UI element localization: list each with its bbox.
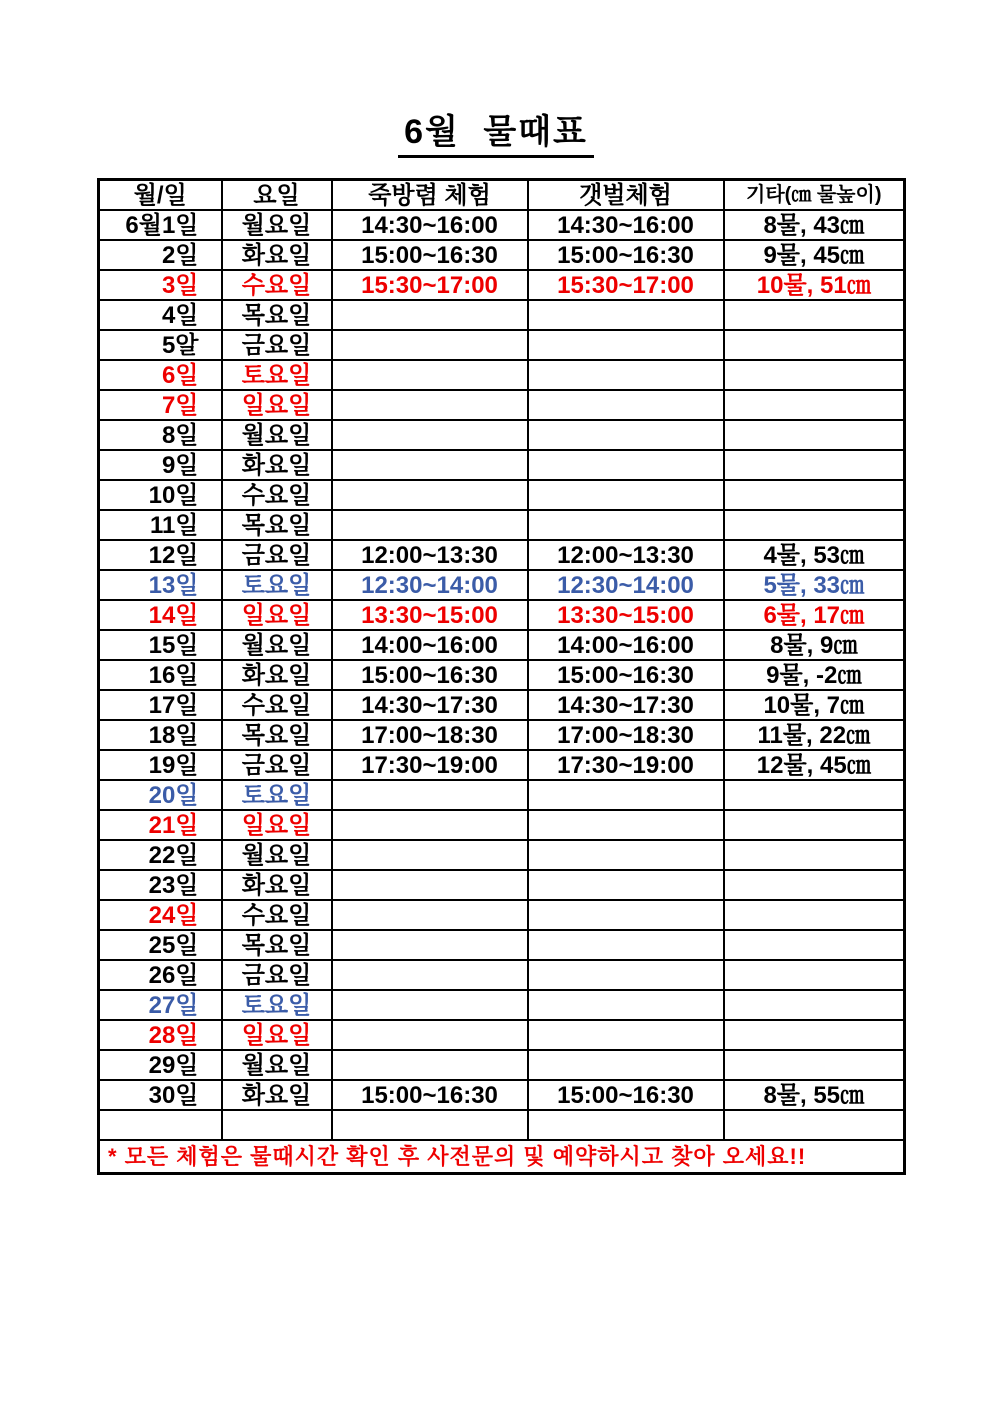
cell-extra <box>724 990 905 1020</box>
cell-exp2 <box>528 930 724 960</box>
cell-exp1 <box>332 300 528 330</box>
table-row <box>99 780 905 810</box>
cell-weekday: 수요일 <box>222 900 332 930</box>
cell-extra <box>724 840 905 870</box>
cell-extra <box>724 1110 905 1140</box>
cell-extra: 8물, 9㎝ <box>724 630 905 660</box>
table-row <box>99 870 905 900</box>
table-body <box>99 210 905 1174</box>
cell-day: 10일 <box>99 480 222 510</box>
cell-exp1 <box>332 420 528 450</box>
table-row <box>99 930 905 960</box>
cell-day: 11일 <box>99 510 222 540</box>
table-row <box>99 630 905 660</box>
cell-exp1 <box>332 900 528 930</box>
cell-extra: 8물, 55㎝ <box>724 1080 905 1110</box>
cell-weekday: 월요일 <box>222 210 332 240</box>
cell-exp1: 15:00~16:30 <box>332 660 528 690</box>
table-row <box>99 450 905 480</box>
table-row <box>99 750 905 780</box>
cell-weekday: 금요일 <box>222 540 332 570</box>
cell-exp2: 14:30~17:30 <box>528 690 724 720</box>
page-title: 6월 물때표 <box>398 114 594 158</box>
cell-day: 27일 <box>99 990 222 1020</box>
cell-exp2 <box>528 450 724 480</box>
cell-exp2 <box>528 840 724 870</box>
cell-weekday: 월요일 <box>222 840 332 870</box>
cell-extra: 10물, 7㎝ <box>724 690 905 720</box>
cell-exp1 <box>332 360 528 390</box>
cell-weekday: 목요일 <box>222 510 332 540</box>
cell-exp2 <box>528 1110 724 1140</box>
cell-day: 23일 <box>99 870 222 900</box>
cell-extra <box>724 480 905 510</box>
cell-day: 6월1일 <box>99 210 222 240</box>
cell-day: 19일 <box>99 750 222 780</box>
cell-day: 18일 <box>99 720 222 750</box>
cell-extra <box>724 510 905 540</box>
cell-day: 25일 <box>99 930 222 960</box>
cell-exp1 <box>332 780 528 810</box>
cell-weekday: 화요일 <box>222 240 332 270</box>
cell-extra: 12물, 45㎝ <box>724 750 905 780</box>
cell-exp2: 13:30~15:00 <box>528 600 724 630</box>
cell-exp2 <box>528 390 724 420</box>
cell-extra: 11물, 22㎝ <box>724 720 905 750</box>
cell-exp2: 15:30~17:00 <box>528 270 724 300</box>
column-header-jukbangryeom-experience: 죽방렴 체험 <box>332 180 528 211</box>
cell-extra: 6물, 17㎝ <box>724 600 905 630</box>
table-row <box>99 270 905 300</box>
cell-exp1 <box>332 390 528 420</box>
cell-weekday: 수요일 <box>222 270 332 300</box>
table-row <box>99 330 905 360</box>
cell-exp1 <box>332 960 528 990</box>
cell-weekday: 금요일 <box>222 330 332 360</box>
cell-weekday: 일요일 <box>222 810 332 840</box>
table-row <box>99 720 905 750</box>
cell-exp1 <box>332 870 528 900</box>
cell-exp1: 12:30~14:00 <box>332 570 528 600</box>
cell-exp1 <box>332 450 528 480</box>
cell-exp1 <box>332 1110 528 1140</box>
table-row <box>99 960 905 990</box>
cell-exp1: 17:00~18:30 <box>332 720 528 750</box>
cell-exp1 <box>332 480 528 510</box>
cell-exp2: 14:30~16:00 <box>528 210 724 240</box>
cell-weekday: 월요일 <box>222 1050 332 1080</box>
table-row <box>99 1020 905 1050</box>
cell-exp2: 12:30~14:00 <box>528 570 724 600</box>
cell-exp1: 15:00~16:30 <box>332 240 528 270</box>
cell-weekday: 월요일 <box>222 420 332 450</box>
cell-weekday: 일요일 <box>222 1020 332 1050</box>
cell-exp1 <box>332 810 528 840</box>
cell-weekday: 토요일 <box>222 780 332 810</box>
cell-day: 21일 <box>99 810 222 840</box>
cell-day: 4일 <box>99 300 222 330</box>
cell-extra: 8물, 43㎝ <box>724 210 905 240</box>
cell-extra: 9물, 45㎝ <box>724 240 905 270</box>
cell-day: 8일 <box>99 420 222 450</box>
cell-exp1 <box>332 990 528 1020</box>
table-row <box>99 1050 905 1080</box>
cell-exp2 <box>528 330 724 360</box>
footnote-row <box>99 1140 905 1174</box>
cell-extra <box>724 810 905 840</box>
cell-weekday: 월요일 <box>222 630 332 660</box>
cell-extra <box>724 420 905 450</box>
tide-table <box>97 178 906 1175</box>
cell-exp2 <box>528 360 724 390</box>
header-row <box>99 180 905 211</box>
cell-day: 14일 <box>99 600 222 630</box>
table-row <box>99 540 905 570</box>
cell-exp1: 14:30~17:30 <box>332 690 528 720</box>
table-row <box>99 360 905 390</box>
cell-exp2: 15:00~16:30 <box>528 660 724 690</box>
cell-exp2 <box>528 870 724 900</box>
cell-exp2: 17:30~19:00 <box>528 750 724 780</box>
cell-day: 3일 <box>99 270 222 300</box>
cell-weekday: 수요일 <box>222 690 332 720</box>
cell-day: 6일 <box>99 360 222 390</box>
cell-weekday: 화요일 <box>222 870 332 900</box>
table-row <box>99 810 905 840</box>
cell-extra <box>724 300 905 330</box>
cell-exp2: 14:00~16:00 <box>528 630 724 660</box>
cell-exp1: 15:30~17:00 <box>332 270 528 300</box>
table-row <box>99 300 905 330</box>
cell-exp2 <box>528 810 724 840</box>
cell-extra <box>724 780 905 810</box>
table-row <box>99 1080 905 1110</box>
column-header-month-day: 월/일 <box>99 180 222 211</box>
cell-exp2 <box>528 780 724 810</box>
cell-weekday: 토요일 <box>222 990 332 1020</box>
cell-extra: 5물, 33㎝ <box>724 570 905 600</box>
cell-weekday: 토요일 <box>222 360 332 390</box>
cell-weekday: 금요일 <box>222 960 332 990</box>
cell-day: 5알 <box>99 330 222 360</box>
cell-exp1: 14:00~16:00 <box>332 630 528 660</box>
table-row <box>99 390 905 420</box>
cell-exp1: 17:30~19:00 <box>332 750 528 780</box>
column-header-mudflat-experience: 갯벌체험 <box>528 180 724 211</box>
cell-exp2: 15:00~16:30 <box>528 1080 724 1110</box>
cell-weekday: 목요일 <box>222 720 332 750</box>
cell-extra: 10물, 51㎝ <box>724 270 905 300</box>
cell-weekday: 목요일 <box>222 300 332 330</box>
cell-day <box>99 1110 222 1140</box>
column-header-extra-water-height: 기타(㎝ 물높이) <box>724 180 905 211</box>
cell-exp2: 17:00~18:30 <box>528 720 724 750</box>
cell-extra <box>724 1050 905 1080</box>
cell-day: 16일 <box>99 660 222 690</box>
table-row <box>99 420 905 450</box>
cell-extra <box>724 450 905 480</box>
cell-exp1 <box>332 330 528 360</box>
cell-exp2: 12:00~13:30 <box>528 540 724 570</box>
cell-weekday <box>222 1110 332 1140</box>
cell-exp2 <box>528 510 724 540</box>
cell-day: 12일 <box>99 540 222 570</box>
column-header-weekday: 요일 <box>222 180 332 211</box>
footnote-text: * 모든 체험은 물때시간 확인 후 사전문의 및 예약하시고 찾아 오세요!! <box>99 1140 905 1174</box>
cell-day: 24일 <box>99 900 222 930</box>
cell-extra <box>724 960 905 990</box>
cell-extra <box>724 930 905 960</box>
table-row <box>99 240 905 270</box>
cell-exp2: 15:00~16:30 <box>528 240 724 270</box>
cell-exp2 <box>528 960 724 990</box>
table-row <box>99 600 905 630</box>
cell-day: 28일 <box>99 1020 222 1050</box>
cell-weekday: 화요일 <box>222 1080 332 1110</box>
table-row <box>99 990 905 1020</box>
cell-day: 7일 <box>99 390 222 420</box>
table-row <box>99 660 905 690</box>
cell-exp2 <box>528 1050 724 1080</box>
cell-day: 2일 <box>99 240 222 270</box>
cell-weekday: 금요일 <box>222 750 332 780</box>
table-row <box>99 570 905 600</box>
cell-day: 15일 <box>99 630 222 660</box>
table-row <box>99 510 905 540</box>
cell-exp1: 15:00~16:30 <box>332 1080 528 1110</box>
cell-extra: 9물, -2㎝ <box>724 660 905 690</box>
cell-weekday: 화요일 <box>222 660 332 690</box>
cell-exp1 <box>332 1020 528 1050</box>
cell-exp2 <box>528 900 724 930</box>
cell-exp1: 13:30~15:00 <box>332 600 528 630</box>
cell-weekday: 수요일 <box>222 480 332 510</box>
cell-exp2 <box>528 420 724 450</box>
cell-extra <box>724 1020 905 1050</box>
cell-day: 17일 <box>99 690 222 720</box>
cell-exp1: 14:30~16:00 <box>332 210 528 240</box>
cell-exp1 <box>332 1050 528 1080</box>
table-row <box>99 840 905 870</box>
cell-day: 20일 <box>99 780 222 810</box>
table-row <box>99 690 905 720</box>
cell-exp2 <box>528 1020 724 1050</box>
cell-extra: 4물, 53㎝ <box>724 540 905 570</box>
cell-weekday: 목요일 <box>222 930 332 960</box>
cell-extra <box>724 390 905 420</box>
cell-weekday: 토요일 <box>222 570 332 600</box>
cell-day: 29일 <box>99 1050 222 1080</box>
cell-extra <box>724 900 905 930</box>
cell-exp1 <box>332 840 528 870</box>
title-area <box>0 0 992 158</box>
cell-exp1: 12:00~13:30 <box>332 540 528 570</box>
cell-day: 9일 <box>99 450 222 480</box>
cell-exp2 <box>528 480 724 510</box>
cell-extra <box>724 360 905 390</box>
cell-exp1 <box>332 510 528 540</box>
cell-weekday: 일요일 <box>222 390 332 420</box>
table-row <box>99 900 905 930</box>
table-row <box>99 480 905 510</box>
cell-day: 26일 <box>99 960 222 990</box>
cell-extra <box>724 870 905 900</box>
cell-weekday: 화요일 <box>222 450 332 480</box>
cell-day: 22일 <box>99 840 222 870</box>
table-row <box>99 1110 905 1140</box>
cell-exp2 <box>528 990 724 1020</box>
cell-extra <box>724 330 905 360</box>
cell-day: 13일 <box>99 570 222 600</box>
table-row <box>99 210 905 240</box>
cell-weekday: 일요일 <box>222 600 332 630</box>
cell-exp2 <box>528 300 724 330</box>
cell-exp1 <box>332 930 528 960</box>
cell-day: 30일 <box>99 1080 222 1110</box>
